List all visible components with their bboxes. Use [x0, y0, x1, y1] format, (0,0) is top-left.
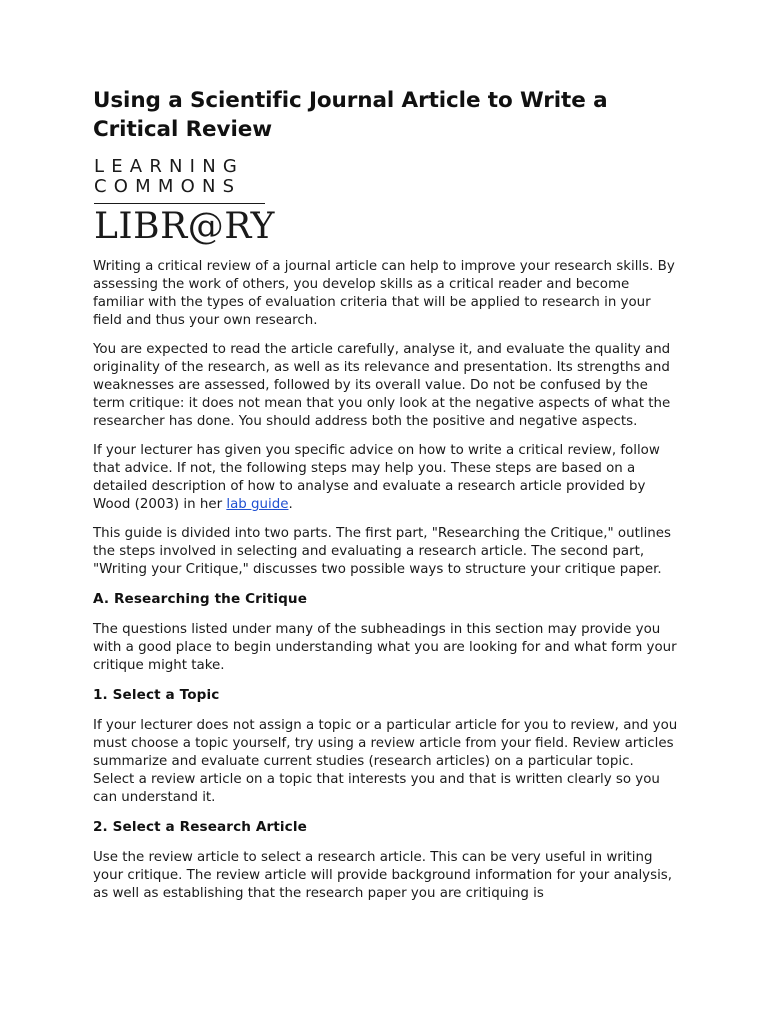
document-title: Using a Scientific Journal Article to Write a Critical Review	[93, 88, 608, 142]
step-1-heading: 1. Select a Topic	[93, 687, 220, 704]
step-2-heading: 2. Select a Research Article	[93, 819, 307, 836]
step-2-paragraph: Use the review article to select a research article. This can be very useful in writing your critique. The review article will provide background information for your analysis, as well as establishing that the research paper you are critiquing is	[93, 850, 673, 902]
lab-guide-link[interactable]: lab guide	[226, 497, 289, 513]
intro-paragraph-2: You are expected to read the article carefully, analyse it, and evaluate the quality and originality of the research, as well as its relevance and presentation. Its strengths and weaknesses are assessed, followed by its overall value. Do not be confused by the term critique: it does not mean that you only look at the negative aspects of what the researcher has done. You should address both the positive and negative aspects.	[93, 342, 671, 430]
intro-paragraph-3-end: .	[288, 497, 293, 513]
learning-commons-library-logo	[94, 157, 274, 247]
intro-paragraph-1: Writing a critical review of a journal article can help to improve your research skills. By assessing the work of others, you develop skills as a critical reader and become familiar with the types of evaluation criteria that will be applied to research in your field and thus your own research.	[93, 259, 675, 329]
intro-paragraph-3	[93, 442, 678, 514]
document-page	[93, 86, 678, 914]
logo-line-library: LIBR@RY	[94, 206, 275, 248]
logo-line-learning: LEARNING	[94, 156, 245, 177]
intro-paragraph-4: This guide is divided into two parts. The first part, "Researching the Critique," outlines the steps involved in selecting and evaluating a research article. The second part, "Writing your Critique," discusses two possible ways to structure your critique paper.	[93, 526, 671, 578]
section-a-paragraph: The questions listed under many of the subheadings in this section may provide you with a good place to begin understanding what you are looking for and what form your critique might take.	[93, 622, 677, 674]
logo-line-commons: COMMONS	[94, 176, 242, 197]
logo-divider	[94, 203, 265, 204]
intro-paragraph-3-text: If your lecturer has given you specific advice on how to write a critical review, follow that advice. If not, the following steps may help you. These steps are based on a detailed description of how to analyse and evaluate a research article provided by Wood (2003) in her	[93, 443, 660, 513]
section-a-heading: A. Researching the Critique	[93, 591, 308, 608]
step-1-paragraph: If your lecturer does not assign a topic or a particular article for you to review, and you must choose a topic yourself, try using a review article from your field. Review articles summarize and evaluate current studies (research articles) on a particular topic. Select a review article on a topic that interests you and that is written clearly so you can understand it.	[93, 718, 678, 806]
